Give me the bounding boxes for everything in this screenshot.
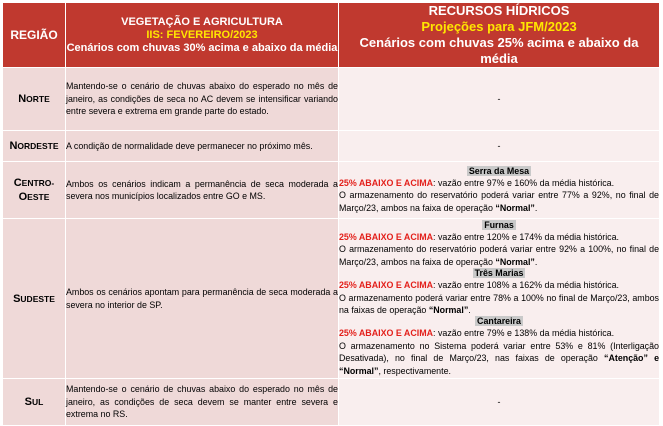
reservoir-title: Serra da Mesa (468, 165, 530, 176)
region-centro-oeste: CENTRO- OESTE (3, 162, 66, 219)
water-resources-scenario: Cenários com chuvas 25% acima e abaixo da média (359, 35, 639, 66)
vegetation-centro-oeste: Ambos os cenários indicam a permanência de seca moderada a severa nos municípios localizados entre GO e MS. (66, 162, 339, 219)
vegetation-header (66, 3, 339, 68)
vegetation-sudeste: Ambos os cenários apontam para permanência de seca moderada a severa no interior de SP. (66, 219, 339, 379)
water-resources-header (339, 3, 660, 68)
header-row (3, 3, 660, 68)
flow-text: 25% ABAIXO E ACIMA: vazão entre 120% e 174% da média histórica. (339, 231, 620, 242)
region-norte: NORTE (3, 68, 66, 131)
region-header: REGIÃO (3, 3, 66, 68)
row-sudeste (3, 219, 660, 379)
vegetation-title: VEGETAÇÃO E AGRICULTURA (121, 15, 283, 28)
vegetation-sul: Mantendo-se o cenário de chuvas abaixo do esperado no mês de janeiro, as condições de seca devem se manter entre severa e extrema no RS. (66, 379, 339, 426)
region-sudeste: SUDESTE (3, 219, 66, 379)
water-nordeste: - (339, 131, 660, 162)
region-nordeste: NORDESTE (3, 131, 66, 162)
reservoir-title: Três Marias (474, 268, 524, 279)
storage-text: O armazenamento do reservatório poderá variar entre 77% a 92%, no final de Março/23, ambos na faixa de operação “Normal”. (339, 190, 659, 213)
storage-text: O armazenamento do reservatório poderá variar entre 92% a 100%, no final de Março/23, ambos na faixa de operação “Normal”. (339, 244, 659, 267)
row-norte (3, 68, 660, 131)
water-resources-period: Projeções para JFM/2023 (421, 19, 577, 34)
flow-text: 25% ABAIXO E ACIMA: vazão entre 97% e 160% da média histórica. (339, 177, 615, 188)
vegetation-scenario: Cenários com chuvas 30% acima e abaixo da média (66, 41, 338, 54)
water-resources-title: RECURSOS HÍDRICOS (428, 3, 570, 18)
vegetation-norte: Mantendo-se o cenário de chuvas abaixo do esperado no mês de janeiro, as condições de seca no AC devem se intensificar variando entre severa e extrema em grande parte do estado. (66, 68, 339, 131)
vegetation-nordeste: A condição de normalidade deve permanecer no próximo mês. (66, 131, 339, 162)
reservoir-title: Furnas (484, 219, 514, 230)
flow-text: 25% ABAIXO E ACIMA: vazão entre 79% e 138% da média histórica. (339, 328, 615, 339)
storage-text: O armazenamento no Sistema poderá variar entre 53% e 81% (Interligação Desativada), no final de Março/23, nas faixas de operação “Atenção” e “Normal”, respectivamente. (339, 340, 660, 376)
reservoir-title: Cantareira (477, 316, 521, 327)
water-sul: - (339, 379, 660, 426)
water-norte: - (339, 68, 660, 131)
vegetation-period: IIS: FEVEREIRO/2023 (146, 28, 258, 41)
water-sudeste (339, 219, 660, 379)
region-sul: SUL (3, 379, 66, 426)
drought-outlook-table (2, 2, 660, 426)
row-centro-oeste (3, 162, 660, 219)
row-sul (3, 379, 660, 426)
row-nordeste (3, 131, 660, 162)
water-centro-oeste (339, 162, 660, 219)
flow-text: 25% ABAIXO E ACIMA: vazão entre 108% a 162% da média histórica. (339, 280, 620, 291)
storage-text: O armazenamento poderá variar entre 78% a 100% no final de Março/23, ambos na faixas de operação “Normal”. (339, 292, 659, 315)
